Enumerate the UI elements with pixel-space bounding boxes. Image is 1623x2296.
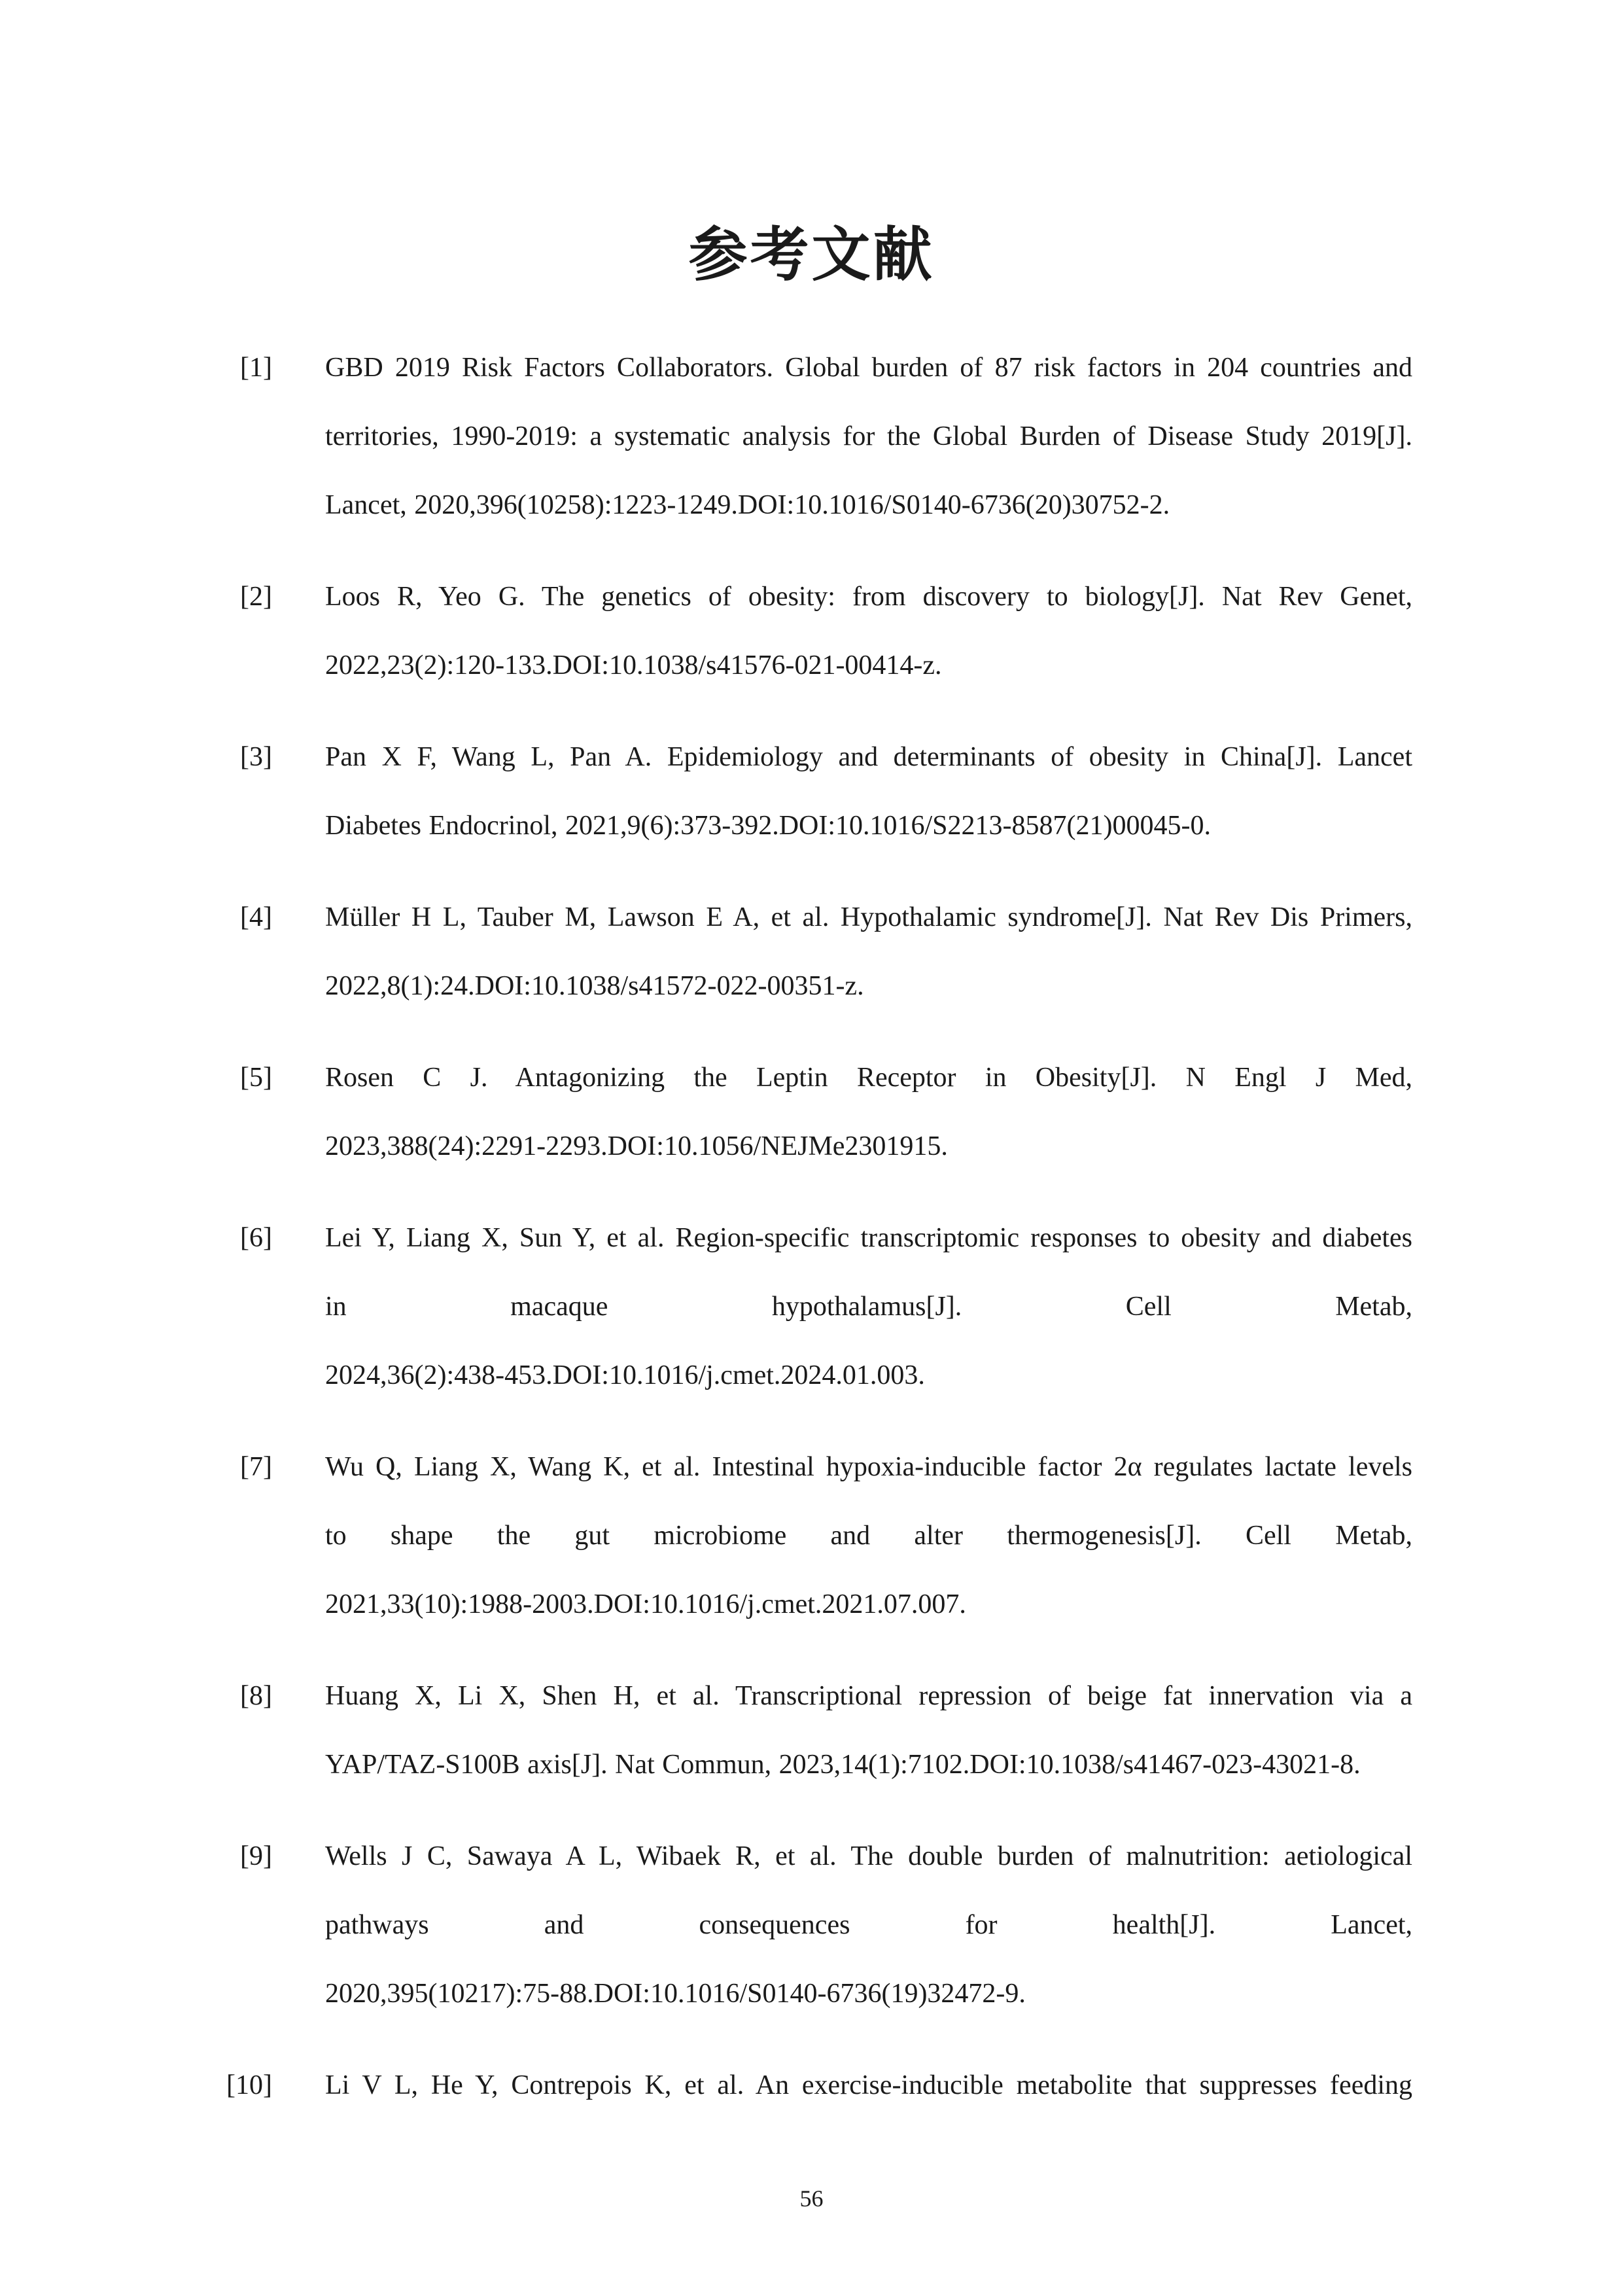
reference-line: Diabetes Endocrinol, 2021,9(6):373-392.DOI:10.1016/S2213-8587(21)00045-0. bbox=[325, 811, 1211, 841]
reference-text bbox=[325, 1433, 1412, 1639]
reference-text bbox=[325, 883, 1412, 1021]
reference-number: [3] bbox=[240, 742, 272, 772]
reference-line: to shape the gut microbiome and alter thermogenesis[J]. Cell Metab, bbox=[325, 1521, 1412, 1551]
page-number: 56 bbox=[799, 2185, 824, 2212]
reference-text bbox=[325, 1204, 1412, 1410]
reference-line: pathways and consequences for health[J]. Lancet, bbox=[325, 1910, 1412, 1940]
reference-line: Müller H L, Tauber M, Lawson E A, et al. Hypothalamic syndrome[J]. Nat Rev Dis Primers, bbox=[325, 902, 1412, 932]
reference-number: [10] bbox=[226, 2070, 272, 2100]
reference-number: [6] bbox=[240, 1223, 272, 1253]
reference-line: in macaque hypothalamus[J]. Cell Metab, bbox=[325, 1292, 1412, 1322]
reference-number: [9] bbox=[240, 1841, 272, 1871]
reference-line: Huang X, Li X, Shen H, et al. Transcriptional repression of beige fat innervation via a bbox=[325, 1681, 1412, 1711]
reference-line: 2023,388(24):2291-2293.DOI:10.1056/NEJMe2301915. bbox=[325, 1131, 948, 1161]
reference-line: Lei Y, Liang X, Sun Y, et al. Region-specific transcriptomic responses to obesity and diabetes bbox=[325, 1223, 1412, 1253]
reference-line: 2020,395(10217):75-88.DOI:10.1016/S0140-6736(19)32472-9. bbox=[325, 1979, 1026, 2009]
reference-line: Wu Q, Liang X, Wang K, et al. Intestinal hypoxia-inducible factor 2α regulates lactate levels bbox=[325, 1452, 1412, 1482]
reference-line: Pan X F, Wang L, Pan A. Epidemiology and determinants of obesity in China[J]. Lancet bbox=[325, 742, 1412, 772]
reference-line: 2022,23(2):120-133.DOI:10.1038/s41576-021-00414-z. bbox=[325, 650, 942, 680]
reference-line: 2022,8(1):24.DOI:10.1038/s41572-022-00351-z. bbox=[325, 971, 864, 1001]
reference-line: Lancet, 2020,396(10258):1223-1249.DOI:10.1016/S0140-6736(20)30752-2. bbox=[325, 490, 1170, 520]
reference-line: GBD 2019 Risk Factors Collaborators. Global burden of 87 risk factors in 204 countries and bbox=[325, 353, 1412, 383]
reference-text bbox=[325, 563, 1412, 700]
reference-number: [8] bbox=[240, 1681, 272, 1711]
reference-line: Wells J C, Sawaya A L, Wibaek R, et al. The double burden of malnutrition: aetiological bbox=[325, 1841, 1412, 1871]
reference-text bbox=[325, 2051, 1412, 2120]
reference-line: 2024,36(2):438-453.DOI:10.1016/j.cmet.2024.01.003. bbox=[325, 1360, 925, 1390]
reference-line: 2021,33(10):1988-2003.DOI:10.1016/j.cmet.2021.07.007. bbox=[325, 1589, 966, 1619]
reference-number: [5] bbox=[240, 1063, 272, 1093]
reference-text bbox=[325, 1662, 1412, 1799]
reference-line: Li V L, He Y, Contrepois K, et al. An exercise-inducible metabolite that suppresses feeding bbox=[325, 2070, 1412, 2100]
reference-line: territories, 1990-2019: a systematic analysis for the Global Burden of Disease Study 2019[J]. bbox=[325, 421, 1412, 451]
reference-number: [4] bbox=[240, 902, 272, 932]
reference-text bbox=[325, 1822, 1412, 2028]
reference-line: Rosen C J. Antagonizing the Leptin Receptor in Obesity[J]. N Engl J Med, bbox=[325, 1063, 1412, 1093]
reference-line: Loos R, Yeo G. The genetics of obesity: from discovery to biology[J]. Nat Rev Genet, bbox=[325, 582, 1412, 612]
reference-text bbox=[325, 1044, 1412, 1181]
page-title: 参考文献 bbox=[688, 221, 935, 289]
reference-text bbox=[325, 723, 1412, 860]
reference-text bbox=[325, 334, 1412, 540]
reference-number: [2] bbox=[240, 582, 272, 612]
reference-number: [1] bbox=[240, 353, 272, 383]
reference-line: YAP/TAZ-S100B axis[J]. Nat Commun, 2023,14(1):7102.DOI:10.1038/s41467-023-43021-8. bbox=[325, 1750, 1361, 1780]
reference-number: [7] bbox=[240, 1452, 272, 1482]
